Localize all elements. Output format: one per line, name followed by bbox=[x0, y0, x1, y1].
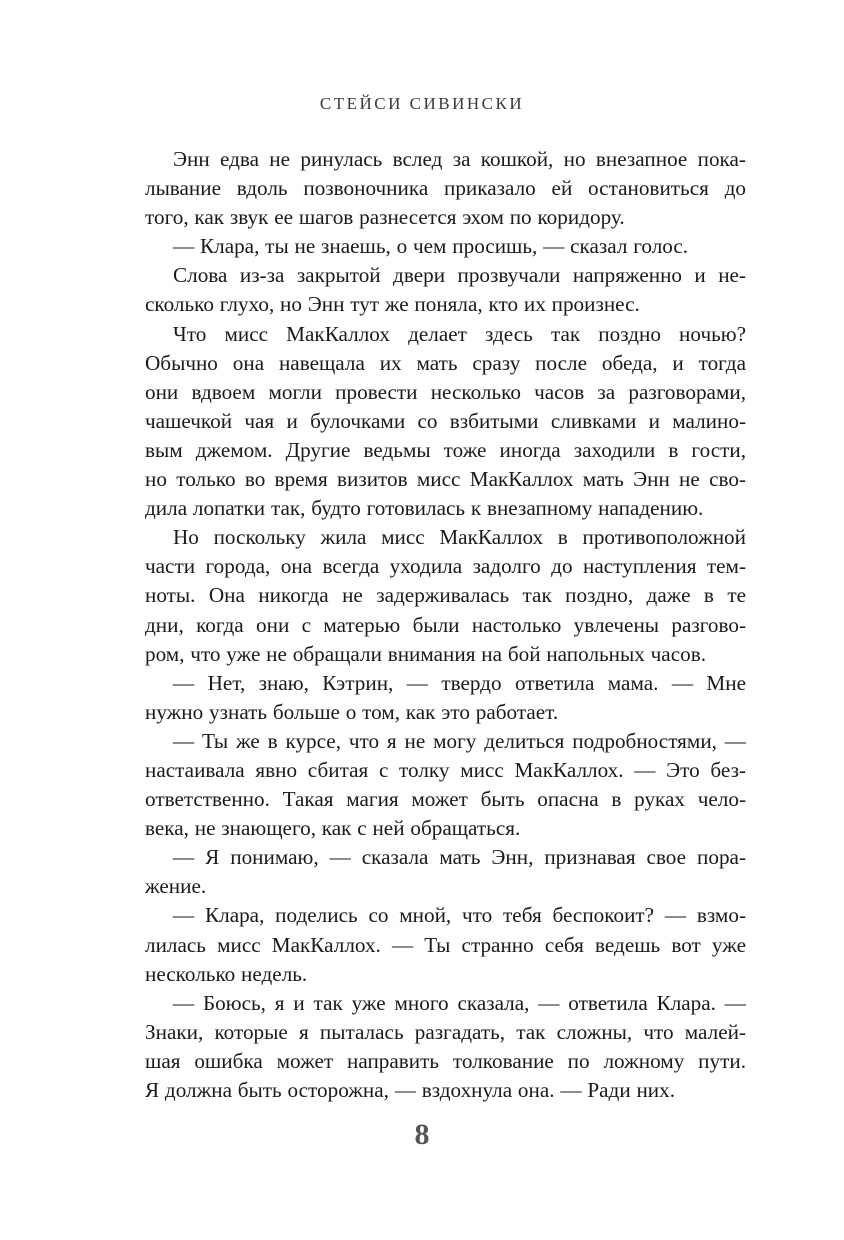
page-number: 8 bbox=[414, 1118, 430, 1151]
paragraph-line: дни, когда они с матерью были настолько увлечены разгово- bbox=[145, 612, 746, 637]
paragraph-line: Знаки, которые я пыталась разгадать, так сложны, что малей- bbox=[145, 1019, 746, 1044]
paragraph-line: — Нет, знаю, Кэтрин, — твердо ответила мама. — Мне bbox=[173, 670, 746, 695]
paragraph-line: они вдвоем могли провести несколько часов за разговорами, bbox=[145, 379, 746, 404]
paragraph-line: века, не знающего, как с ней обращаться. bbox=[145, 816, 521, 841]
paragraph-line: шая ошибка может направить толкование по ложному пути. bbox=[145, 1048, 746, 1073]
paragraph-line: сколько глухо, но Энн тут же поняла, кто их произнес. bbox=[145, 292, 640, 317]
paragraph-line: того, как звук ее шагов разнесется эхом по коридору. bbox=[145, 205, 625, 230]
running-head: СТЕЙСИ СИВИНСКИ bbox=[319, 94, 525, 113]
paragraph-line: ноты. Она никогда не задерживалась так поздно, даже в те bbox=[145, 583, 746, 608]
paragraph-line: Но поскольку жила мисс МакКаллох в противоположной bbox=[173, 525, 746, 550]
paragraph-line: лывание вдоль позвоночника приказало ей остановиться до bbox=[145, 176, 746, 201]
paragraph-line: — Боюсь, я и так уже много сказала, — ответила Клара. — bbox=[173, 990, 746, 1015]
paragraph-line: Слова из-за закрытой двери прозвучали напряженно и не- bbox=[173, 263, 746, 288]
paragraph-line: Энн едва не ринулась вслед за кошкой, но внезапное пока- bbox=[173, 147, 746, 171]
paragraph-line: настаивала явно сбитая с толку мисс МакКаллох. — Это без- bbox=[145, 757, 746, 782]
paragraph-line: Что мисс МакКаллох делает здесь так поздно ночью? bbox=[173, 321, 746, 346]
paragraph-line: дила лопатки так, будто готовилась к внезапному нападению. bbox=[145, 496, 704, 521]
paragraph-line: ром, что уже не обращали внимания на бой напольных часов. bbox=[145, 641, 707, 666]
paragraph-line: ответственно. Такая магия может быть опасна в руках чело- bbox=[145, 787, 746, 812]
paragraph-line: Я должна быть осторожна, — вздохнула она. — Ради них. bbox=[145, 1078, 676, 1102]
paragraph-line: несколько недель. bbox=[145, 961, 308, 986]
paragraph-line: — Клара, поделись со мной, что тебя беспокоит? — взмо- bbox=[173, 903, 746, 928]
paragraph-line: жение. bbox=[145, 874, 207, 899]
paragraph-line: нужно узнать больше о том, как это работает. bbox=[145, 699, 559, 724]
paragraph-line: — Клара, ты не знаешь, о чем просишь, — сказал голос. bbox=[173, 234, 689, 259]
paragraph-line: но только во время визитов мисс МакКаллох мать Энн не сво- bbox=[145, 467, 746, 492]
paragraph-line: лилась мисс МакКаллох. — Ты странно себя ведешь вот уже bbox=[145, 932, 746, 957]
paragraph-line: — Я понимаю, — сказала мать Энн, признавая свое пора- bbox=[173, 845, 746, 870]
paragraph-line: части города, она всегда уходила задолго до наступления тем- bbox=[145, 554, 746, 579]
paragraph-line: Обычно она навещала их мать сразу после обеда, и тогда bbox=[145, 350, 746, 375]
body-text bbox=[145, 145, 746, 1105]
paragraph-line: — Ты же в курсе, что я не могу делиться подробностями, — bbox=[173, 728, 746, 753]
paragraph-line: вым джемом. Другие ведьмы тоже иногда заходили в гости, bbox=[145, 437, 746, 462]
paragraph-line: чашечкой чая и булочками со взбитыми сливками и малино- bbox=[145, 408, 746, 433]
